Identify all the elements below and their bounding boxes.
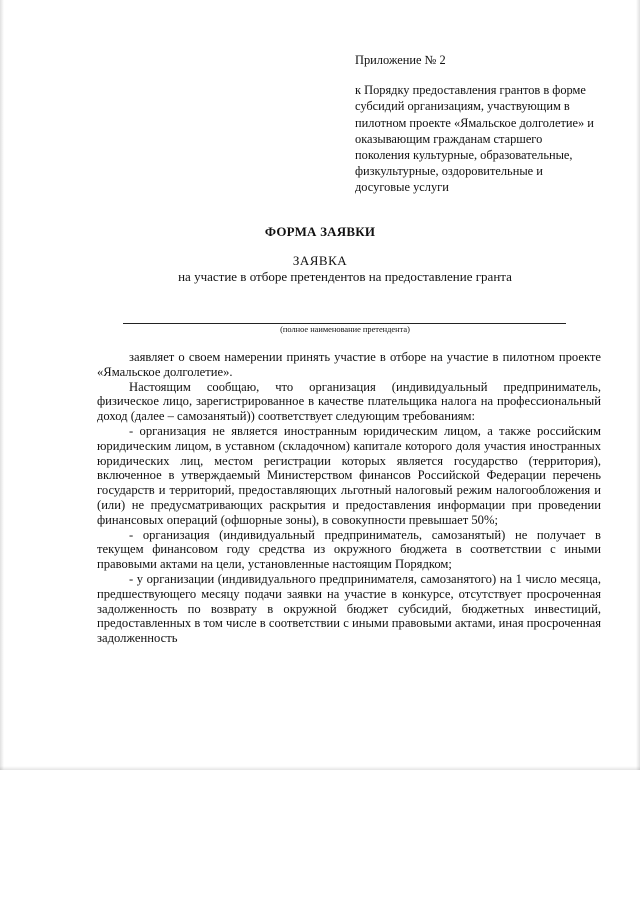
application-title: ЗАЯВКА	[292, 253, 348, 268]
page-edge-left	[0, 0, 4, 770]
page-edge-right	[636, 0, 640, 770]
annex-title: Приложение № 2	[355, 53, 446, 67]
body-paragraph: заявляет о своем намерении принять участие в отборе на участие в пилотном проекте «Ямальское долголетие».	[97, 350, 601, 379]
body-paragraph: - у организации (индивидуального предпринимателя, самозанятого) на 1 число месяца, предшествующего месяцу подачи заявки на участие в конкурсе, отсутствует просроченная задолженность по возврату в окружной бюджет субсидий, бюджетных инвестиций, предоставленных в том числе в соответствии с иными правовыми актами, иная просроченная задолженность	[97, 571, 601, 646]
applicant-name-caption: (полное наименование претендента)	[280, 325, 410, 334]
applicant-name-line	[123, 323, 566, 324]
body-paragraph: - организация (индивидуальный предприниматель, самозанятый) не получает в текущем финансовом году средства из окружного бюджета в соответствии с иными правовыми актами на цели, установленные настоящим Порядком;	[97, 527, 601, 572]
annex-text: к Порядку предоставления грантов в форме субсидий организациям, участвующим в пилотном проекте «Ямальское долголетие» и оказывающим гражданам старшего поколения культурные, образовательные, физкультурные, оздоровительные и досуговые услуги	[355, 83, 594, 195]
form-title: ФОРМА ЗАЯВКИ	[264, 224, 376, 239]
page-edge-bottom	[0, 766, 640, 770]
application-subtitle: на участие в отборе претендентов на предоставление гранта	[178, 269, 512, 284]
body-text	[97, 350, 601, 646]
annex-block	[355, 52, 600, 196]
body-paragraph: Настоящим сообщаю, что организация (индивидуальный предприниматель, физическое лицо, зарегистрированное в качестве плательщика налога на профессиональный доход (далее – самозанятый)) соответствует следующим требованиям:	[97, 379, 601, 424]
body-paragraph: - организация не является иностранным юридическим лицом, а также российским юридическим лицом, в уставном (складочном) капитале которого доля участия иностранных юридических лиц, местом регистрации которых является государство (территория), включенное в утверждаемый Министерством финансов Российской Федерации перечень государств и территорий, предоставляющих льготный налоговый режим налогообложения и (или) не предусматривающих раскрытия и предоставления информации при проведении финансовых операций (офшорные зоны), в совокупности превышает 50%;	[97, 423, 601, 527]
